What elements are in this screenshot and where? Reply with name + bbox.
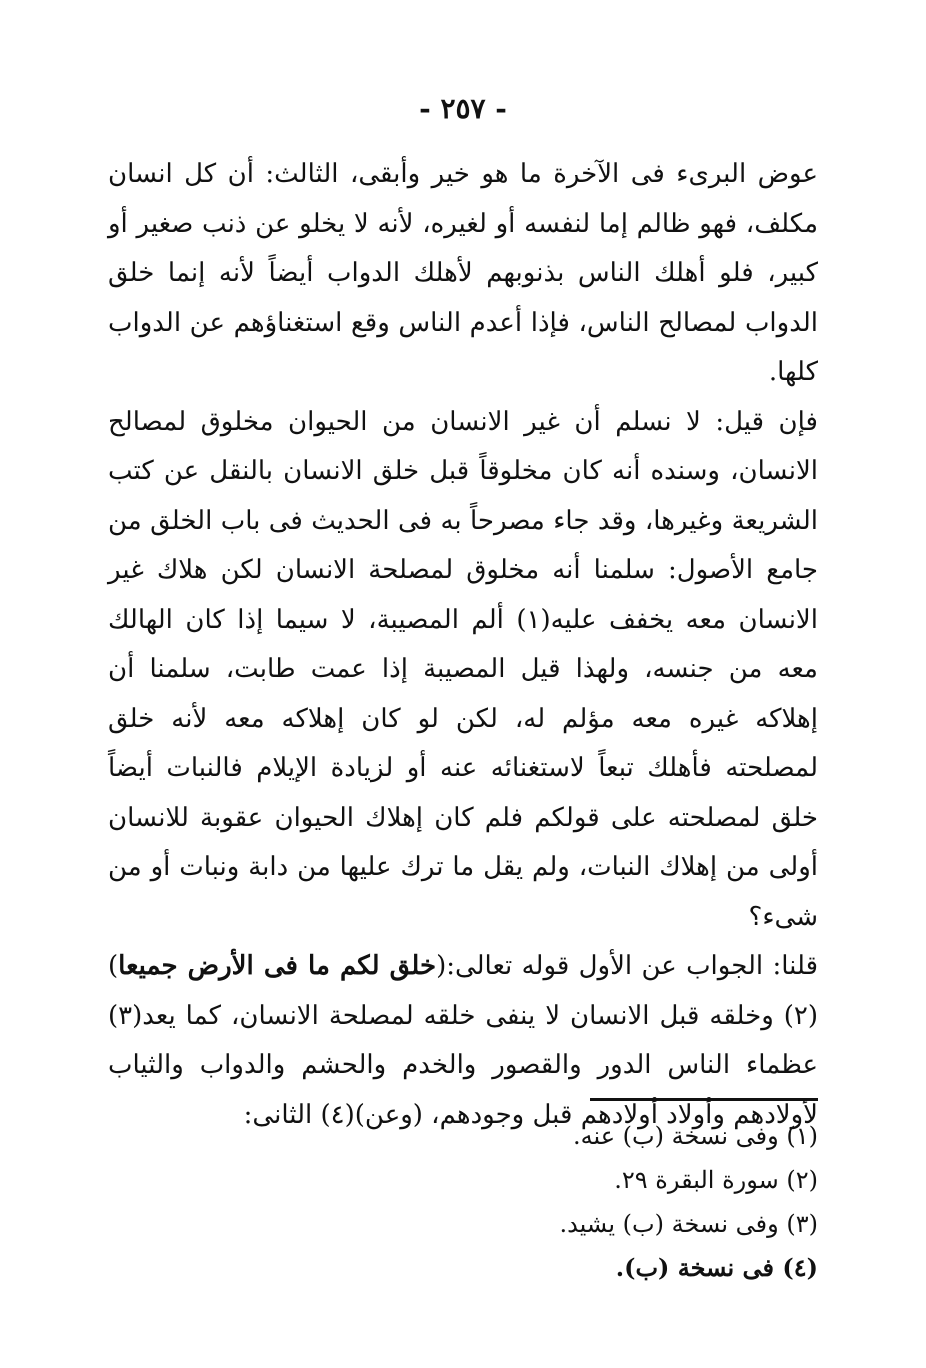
footnote-3: (٣) وفى نسخة (ب) يشيد. — [559, 1210, 818, 1238]
paragraph-3-rest: )(٢) وخلقه قبل الانسان لا ينفى خلقه لمصلحة الانسان، كما يعد(٣) عظماء الناس الدور والقصور والخدم والحشم والدواب والثياب لأولادهم وأولاد أولادهم قبل وجودهم، (وعن)(٤) الثانى: — [108, 951, 818, 1130]
footnote-1: (١) وفى نسخة (ب) عنه. — [572, 1122, 818, 1150]
paragraph-1: عوض البرىء فى الآخرة ما هو خير وأبقى، الثالث: أن كل انسان مكلف، فهو ظالم إما لنفسه أو لغيره، لأنه لا يخلو عن ذنب صغير أو كبير، فلو أهلك الناس بذنوبهم لأهلك الدواب أيضاً لأنه إنما خلق الدواب لمصالح الناس، فإذا أعدم الناس وقع استغناؤهم عن الدواب كلها. — [108, 159, 818, 387]
footnote-4: (٤) فى نسخة (ب). — [615, 1253, 818, 1282]
paragraph-2: فإن قيل: لا نسلم أن غير الانسان من الحيوان مخلوق لمصالح الانسان، وسنده أنه كان مخلوقاً قبل خلق الانسان بالنقل عن كتب الشريعة وغيرها، وقد جاء مصرحاً به فى الحديث فى باب الخلق من جامع الأصول: سلمنا أنه مخلوق لمصلحة الانسان لكن هلاك غير الانسان معه يخفف عليه(١) ألم المصيبة، لا سيما إذا كان الهالك معه من جنسه، ولهذا قيل المصيبة إذا عمت طابت، سلمنا أن إهلاكه غيره معه مؤلم له، لكن لو كان إهلاكه معه لأنه خلق لمصلحته فأهلك تبعاً لاستغنائه عنه أو لزيادة الإيلام فالنبات أيضاً خلق لمصلحته على قولكم فلم كان إهلاك الحيوان عقوبة للانسان أولى من إهلاك النبات، ولم يقل ما ترك عليها من دابة ونبات أو من شىء؟ — [108, 406, 818, 932]
page-number: - ٢٥٧ - — [419, 92, 507, 125]
paragraph-3 — [108, 942, 818, 1140]
footnote-2: (٢) سورة البقرة ٢٩. — [614, 1166, 818, 1194]
main-text — [108, 150, 818, 1140]
paragraph-3-lead: قلنا: الجواب عن الأول قوله تعالى:( — [436, 951, 819, 981]
footnotes — [218, 1114, 818, 1290]
footnote-divider — [590, 1098, 818, 1101]
quran-quote: خلق لكم ما فى الأرض جميعا — [118, 951, 437, 981]
